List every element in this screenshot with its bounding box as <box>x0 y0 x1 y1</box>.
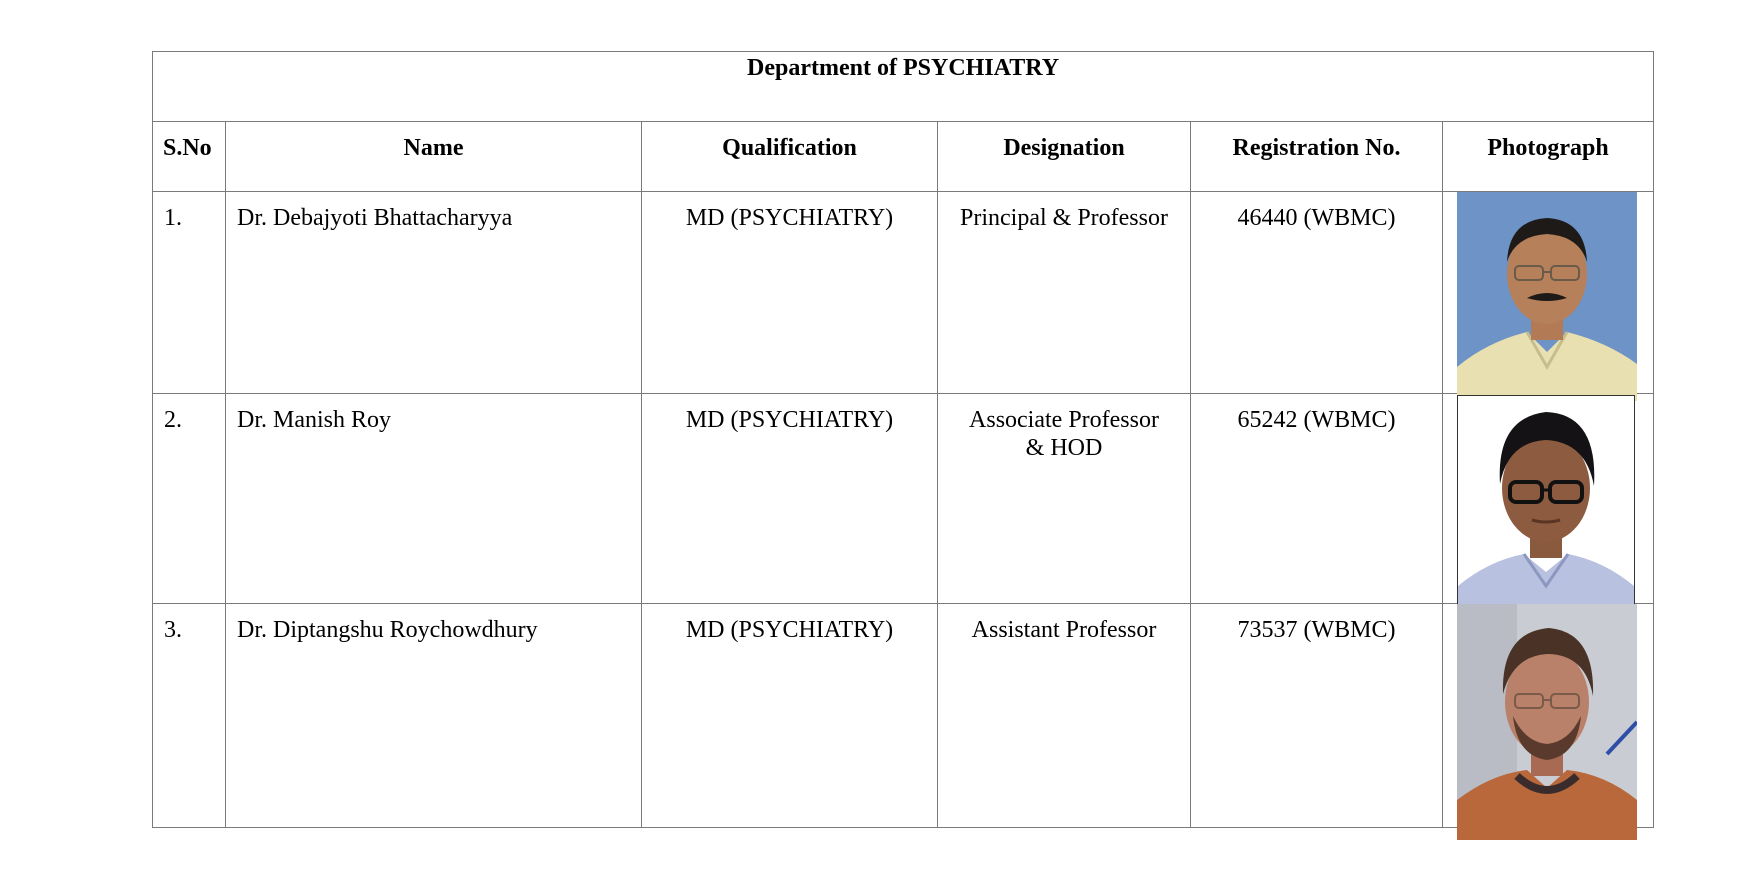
portrait-photo <box>1457 395 1635 619</box>
designation-line: Principal & Professor <box>960 205 1168 231</box>
column-header-qualification: Qualification <box>642 122 938 192</box>
portrait-photo <box>1457 192 1637 401</box>
designation-line: Associate Professor <box>969 407 1159 433</box>
column-header-name: Name <box>226 122 642 192</box>
cell-designation <box>938 604 1191 828</box>
cell-registration: 73537 (WBMC) <box>1191 604 1443 828</box>
portrait-photo <box>1457 604 1637 840</box>
cell-sno: 1. <box>153 192 226 394</box>
cell-sno: 2. <box>153 394 226 604</box>
cell-sno: 3. <box>153 604 226 828</box>
cell-registration: 46440 (WBMC) <box>1191 192 1443 394</box>
cell-photograph <box>1443 192 1654 394</box>
column-header-sno: S.No <box>153 122 226 192</box>
cell-registration: 65242 (WBMC) <box>1191 394 1443 604</box>
table-header-row <box>153 122 1654 192</box>
cell-name: Dr. Diptangshu Roychowdhury <box>226 604 642 828</box>
cell-qualification: MD (PSYCHIATRY) <box>642 604 938 828</box>
cell-designation <box>938 192 1191 394</box>
designation-line: Assistant Professor <box>971 617 1157 643</box>
column-header-photograph: Photograph <box>1443 122 1654 192</box>
cell-photograph <box>1443 604 1654 828</box>
table-row <box>153 604 1654 828</box>
page-title: Department of PSYCHIATRY <box>153 52 1654 122</box>
cell-qualification: MD (PSYCHIATRY) <box>642 192 938 394</box>
cell-name: Dr. Manish Roy <box>226 394 642 604</box>
designation-line: & HOD <box>1025 435 1103 461</box>
table-row <box>153 192 1654 394</box>
column-header-designation: Designation <box>938 122 1191 192</box>
cell-name: Dr. Debajyoti Bhattacharyya <box>226 192 642 394</box>
cell-photograph <box>1443 394 1654 604</box>
cell-qualification: MD (PSYCHIATRY) <box>642 394 938 604</box>
staff-table <box>152 51 1654 828</box>
table-row <box>153 394 1654 604</box>
cell-designation <box>938 394 1191 604</box>
column-header-registration: Registration No. <box>1191 122 1443 192</box>
